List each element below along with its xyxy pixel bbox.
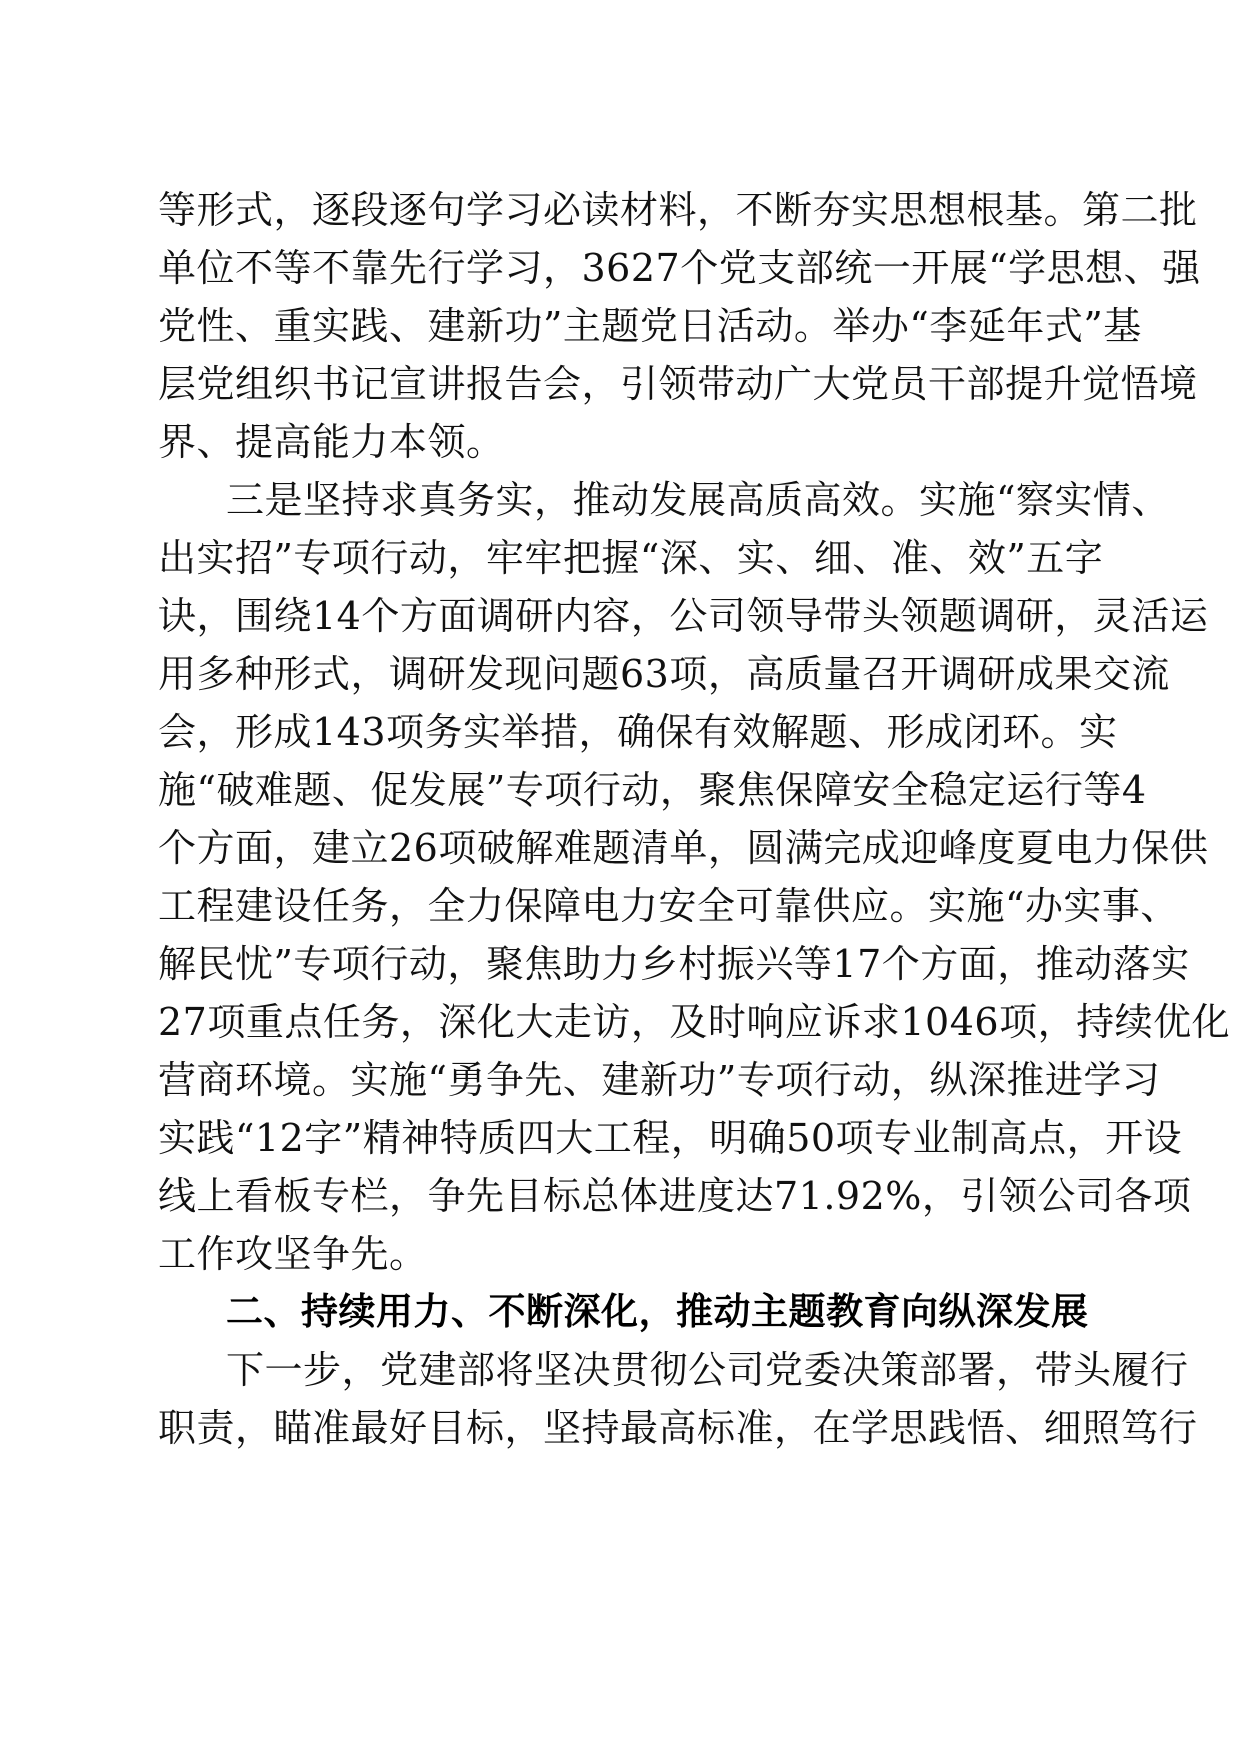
body-text-line: 党性、重实践、建新功”主题党日活动。举办“李延年式”基 <box>158 304 1142 348</box>
section-heading: 二、持续用力、不断深化，推动主题教育向纵深发展 <box>226 1290 1089 1333</box>
body-text-line: 职责，瞄准最好目标，坚持最高标准，在学思践悟、细照笃行 <box>158 1406 1198 1450</box>
body-text-line: 单位不等不靠先行学习，3627个党支部统一开展“学思想、强 <box>158 246 1201 290</box>
body-text-line: 用多种形式，调研发现问题63项，高质量召开调研成果交流 <box>158 652 1170 696</box>
body-text-line: 层党组织书记宣讲报告会，引领带动广大党员干部提升觉悟境 <box>158 362 1198 406</box>
body-text-line: 会，形成143项务实举措，确保有效解题、形成闭环。实 <box>158 710 1118 754</box>
paragraph-first-line: 下一步，党建部将坚决贯彻公司党委决策部署，带头履行 <box>226 1348 1189 1392</box>
body-text-line: 等形式，逐段逐句学习必读材料，不断夯实思想根基。第二批 <box>158 188 1198 232</box>
body-text-line: 出实招”专项行动，牢牢把握“深、实、细、准、效”五字 <box>158 536 1104 580</box>
body-text-line: 个方面，建立26项破解难题清单，圆满完成迎峰度夏电力保供 <box>158 826 1209 870</box>
body-text-line: 工程建设任务，全力保障电力安全可靠供应。实施“办实事、 <box>158 884 1179 928</box>
body-text-line: 界、提高能力本领。 <box>158 420 505 464</box>
body-text-line: 线上看板专栏，争先目标总体进度达71.92%，引领公司各项 <box>158 1174 1192 1218</box>
body-text-line: 27项重点任务，深化大走访，及时响应诉求1046项，持续优化 <box>158 1000 1231 1044</box>
body-text-line: 营商环境。实施“勇争先、建新功”专项行动，纵深推进学习 <box>158 1058 1161 1102</box>
body-text-line: 施“破难题、促发展”专项行动，聚焦保障安全稳定运行等4 <box>158 768 1147 812</box>
body-text-line: 实践“12字”精神特质四大工程，明确50项专业制高点，开设 <box>158 1116 1183 1160</box>
body-text-line: 工作攻坚争先。 <box>158 1232 428 1276</box>
paragraph-first-line: 三是坚持求真务实，推动发展高质高效。实施“察实情、 <box>226 478 1170 522</box>
body-text-line: 解民忧”专项行动，聚焦助力乡村振兴等17个方面，推动落实 <box>158 942 1190 986</box>
body-text-line: 诀，围绕14个方面调研内容，公司领导带头领题调研，灵活运 <box>158 594 1209 638</box>
